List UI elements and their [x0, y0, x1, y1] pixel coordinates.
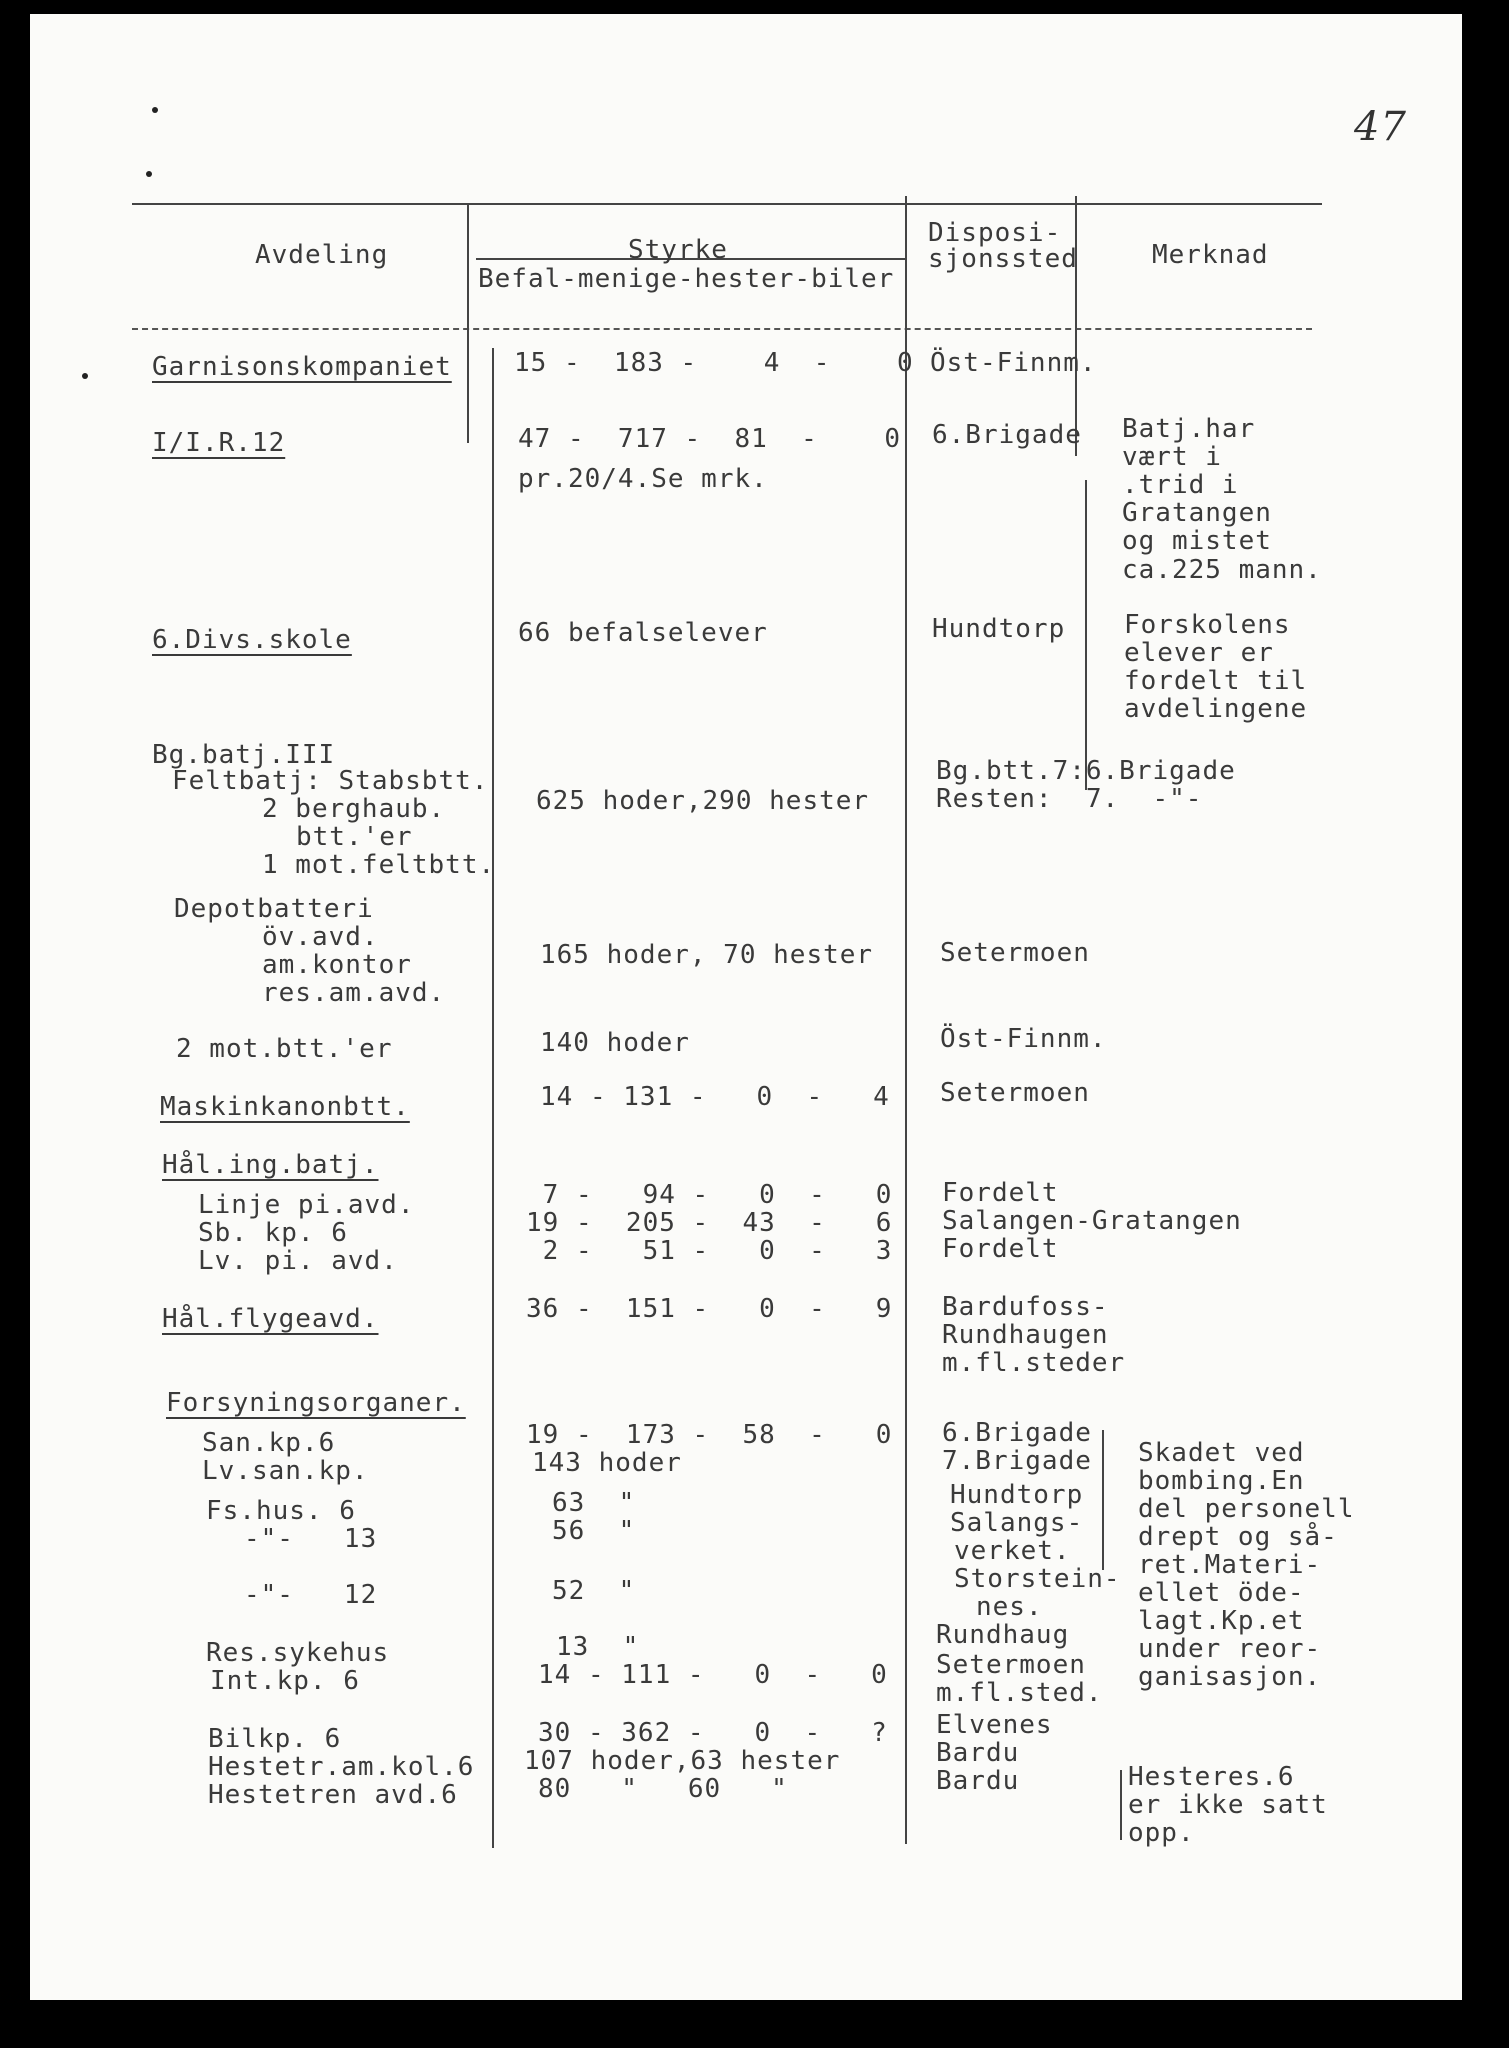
row-avdeling: Hål.flygeavd. [162, 1304, 379, 1334]
row-styrke: 63 " [552, 1488, 636, 1518]
row-avdeling: Hestetr.am.kol.6 [208, 1752, 475, 1782]
row-merknad: ellet öde- [1138, 1578, 1305, 1608]
row-avdeling: Maskinkanonbtt. [160, 1092, 410, 1122]
document-sheet [30, 14, 1462, 2000]
row-sted: Hundtorp [932, 614, 1066, 644]
row-avdeling: Lv.san.kp. [202, 1456, 369, 1486]
row-sted: Öst-Finnm. [930, 348, 1097, 378]
row-sted: Rundhaug [936, 1620, 1070, 1650]
row-avdeling: res.am.avd. [262, 978, 446, 1008]
row-sted: Elvenes [936, 1710, 1053, 1740]
row-sted: 6.Brigade [932, 420, 1082, 450]
row-sted: nes. [976, 1592, 1043, 1622]
row-sted: Bg.btt.7:6.Brigade [936, 756, 1236, 786]
row-merknad: Batj.har [1122, 414, 1256, 444]
row-avdeling: Res.sykehus [206, 1638, 390, 1668]
row-merknad: opp. [1128, 1818, 1195, 1848]
row-styrke: 36 - 151 - 0 - 9 [526, 1294, 893, 1324]
row-avdeling: 6.Divs.skole [152, 625, 352, 655]
row-avdeling: Bilkp. 6 [208, 1724, 342, 1754]
row-styrke: 47 - 717 - 81 - 0 [518, 424, 902, 454]
column-divider-1b [492, 348, 494, 1848]
header-disposisjon-2: sjonssted [928, 244, 1078, 274]
row-avdeling: Fs.hus. 6 [206, 1496, 356, 1526]
row-styrke: pr.20/4.Se mrk. [518, 464, 768, 494]
row-styrke: 13 " [556, 1632, 640, 1662]
row-styrke: 66 befalselever [518, 618, 768, 648]
row-styrke: 2 - 51 - 0 - 3 [526, 1236, 893, 1266]
row-styrke: 30 - 362 - 0 - ? [538, 1718, 888, 1748]
column-divider-1 [467, 203, 469, 443]
row-styrke: 165 hoder, 70 hester [540, 940, 874, 970]
column-divider-3d [1120, 1770, 1122, 1840]
row-avdeling: Int.kp. 6 [210, 1666, 360, 1696]
row-sted: 6.Brigade [942, 1418, 1092, 1448]
header-styrke: Styrke [628, 235, 728, 265]
row-avdeling: Hål.ing.batj. [162, 1150, 379, 1180]
row-merknad: Forskolens [1124, 610, 1291, 640]
row-merknad: er ikke satt [1128, 1790, 1328, 1820]
row-avdeling: Bg.batj.III [152, 740, 336, 770]
row-sted: Bardu [936, 1766, 1020, 1796]
row-merknad: ret.Materi- [1138, 1550, 1322, 1580]
row-avdeling: 1 mot.feltbtt. [262, 850, 496, 880]
row-avdeling: Garnisonskompaniet [152, 352, 452, 382]
row-avdeling: 2 berghaub. [262, 794, 446, 824]
row-avdeling: San.kp.6 [202, 1428, 336, 1458]
row-sted: Setermoen [940, 938, 1090, 968]
row-avdeling: Linje pi.avd. [198, 1190, 415, 1220]
page-number: 47 [1354, 104, 1407, 150]
row-avdeling: Forsyningsorganer. [166, 1388, 466, 1418]
row-merknad: fordelt til [1124, 666, 1308, 696]
header-disposisjon-1: Disposi- [928, 218, 1062, 248]
row-styrke: 52 " [552, 1576, 636, 1606]
row-merknad: bombing.En [1138, 1466, 1305, 1496]
row-merknad: vært i [1122, 442, 1222, 472]
row-sted: Storstein- [954, 1564, 1121, 1594]
row-merknad: elever er [1124, 638, 1274, 668]
row-styrke: 19 - 173 - 58 - 0 [526, 1420, 893, 1450]
row-styrke: 15 - 183 - 4 - 0 [514, 348, 914, 378]
row-merknad: under reor- [1138, 1634, 1322, 1664]
row-avdeling: Hestetren avd.6 [208, 1780, 458, 1810]
column-divider-3b [1085, 480, 1087, 790]
header-merknad: Merknad [1152, 240, 1269, 270]
row-sted: Fordelt [942, 1234, 1059, 1264]
row-merknad: lagt.Kp.et [1138, 1606, 1305, 1636]
row-merknad: og mistet [1122, 526, 1272, 556]
row-sted: Bardufoss- [942, 1292, 1109, 1322]
row-merknad: Skadet ved [1138, 1438, 1305, 1468]
row-sted: m.fl.steder [942, 1348, 1126, 1378]
row-merknad: Gratangen [1122, 498, 1272, 528]
row-styrke: 14 - 111 - 0 - 0 [538, 1660, 888, 1690]
dot-mark [152, 107, 158, 113]
row-avdeling: btt.'er [296, 822, 413, 852]
row-styrke: 7 - 94 - 0 - 0 [526, 1180, 893, 1210]
row-styrke: 143 hoder [532, 1448, 682, 1478]
row-sted: verket. [954, 1536, 1071, 1566]
row-avdeling: Feltbatj: Stabsbtt. [172, 766, 489, 796]
row-styrke: 107 hoder,63 hester [524, 1746, 841, 1776]
column-divider-3c [1102, 1430, 1104, 1570]
row-merknad: Hesteres.6 [1128, 1762, 1295, 1792]
header-avdeling: Avdeling [255, 240, 389, 270]
row-avdeling: I/I.R.12 [152, 428, 286, 458]
header-bottom-rule [132, 328, 1312, 330]
row-sted: Öst-Finnm. [940, 1024, 1107, 1054]
row-merknad: ganisasjon. [1138, 1662, 1322, 1692]
row-sted: m.fl.sted. [936, 1678, 1103, 1708]
dot-mark [146, 171, 152, 177]
row-sted: Setermoen [936, 1650, 1086, 1680]
dot-mark [82, 373, 88, 379]
table-top-rule [132, 203, 1322, 205]
row-avdeling: -"- 12 [244, 1580, 378, 1610]
row-merknad: del personell [1138, 1494, 1355, 1524]
row-avdeling: Depotbatteri [174, 894, 374, 924]
row-avdeling: Sb. kp. 6 [198, 1218, 348, 1248]
row-sted: Rundhaugen [942, 1320, 1109, 1350]
row-sted: 7.Brigade [942, 1446, 1092, 1476]
row-styrke: 80 " 60 " [538, 1774, 788, 1804]
row-merknad: drept og så- [1138, 1522, 1338, 1552]
column-divider-2 [905, 196, 907, 1844]
row-sted: Salangen-Gratangen [942, 1206, 1242, 1236]
row-avdeling: am.kontor [262, 950, 412, 980]
row-sted: Salangs- [950, 1508, 1084, 1538]
row-sted: Setermoen [940, 1078, 1090, 1108]
row-avdeling: Lv. pi. avd. [198, 1246, 398, 1276]
row-styrke: 14 - 131 - 0 - 4 [540, 1082, 890, 1112]
row-merknad: avdelingene [1124, 694, 1308, 724]
row-sted: Resten: 7. -"- [936, 784, 1203, 814]
row-sted: Hundtorp [950, 1480, 1084, 1510]
row-avdeling: öv.avd. [262, 922, 379, 952]
row-sted: Bardu [936, 1738, 1020, 1768]
row-styrke: 625 hoder,290 hester [536, 786, 870, 816]
row-merknad: .trid i [1122, 470, 1239, 500]
row-styrke: 140 hoder [540, 1028, 690, 1058]
row-styrke: 56 " [552, 1516, 636, 1546]
row-styrke: 19 - 205 - 43 - 6 [526, 1208, 893, 1238]
column-divider-3 [1075, 196, 1077, 456]
row-merknad: ca.225 mann. [1122, 555, 1322, 585]
row-avdeling: 2 mot.btt.'er [176, 1034, 393, 1064]
row-sted: Fordelt [942, 1178, 1059, 1208]
row-avdeling: -"- 13 [244, 1524, 378, 1554]
header-styrke-sub: Befal-menige-hester-biler [478, 264, 895, 294]
